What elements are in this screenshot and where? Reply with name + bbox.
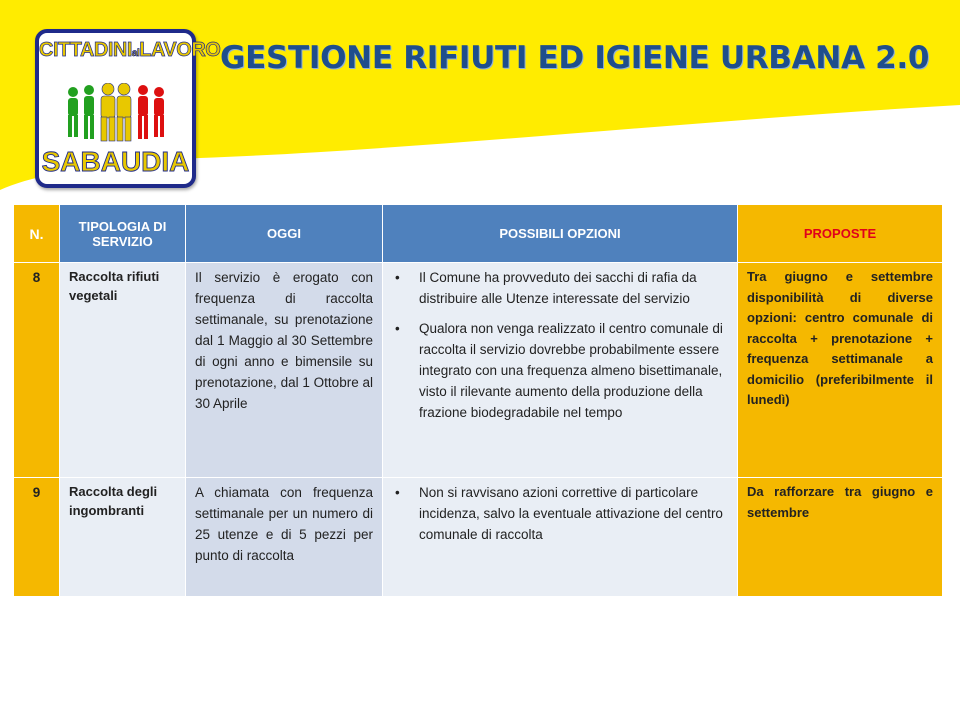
row-oggi: A chiamata con frequenza settimanale per un numero di 25 utenze e di 5 pezzi per punto di raccolta xyxy=(186,478,383,597)
services-table xyxy=(13,204,943,597)
option-bullet: • Qualora non venga realizzato il centro comunale di raccolta il servizio dovrebbe probabilmente essere integrato con una frequenza almeno bisettimanale, visto il rilevante aumento della produzione della frazione biodegradabile nel tempo xyxy=(392,318,728,423)
row-oggi: Il servizio è erogato con frequenza di raccolta settimanale, su prenotazione dal 1 Maggio al 30 Settembre di ogni anno e bimensile su prenotazione, dal 1 Ottobre al 30 Aprile xyxy=(186,263,383,478)
header-proposte: PROPOSTE xyxy=(738,205,943,263)
row-opzioni xyxy=(383,263,738,478)
option-bullet: • Non si ravvisano azioni correttive di particolare incidenza, salvo la eventuale attivazione del centro comunale di raccolta xyxy=(392,482,728,545)
table-row xyxy=(14,478,943,597)
row-number: 9 xyxy=(14,478,60,597)
table-row xyxy=(14,263,943,478)
slide-title: GESTIONE RIFIUTI ED IGIENE URBANA 2.0 xyxy=(220,40,930,76)
row-number: 8 xyxy=(14,263,60,478)
row-proposte: Tra giugno e settembre disponibilità di diverse opzioni: centro comunale di raccolta + prenotazione + frequenza settimanale a domicilio (preferibilmente il lunedì) xyxy=(738,263,943,478)
row-tipologia: Raccolta rifiuti vegetali xyxy=(60,263,186,478)
row-tipologia: Raccolta degli ingombranti xyxy=(60,478,186,597)
header-tipologia: TIPOLOGIA DI SERVIZIO xyxy=(60,205,186,263)
row-opzioni xyxy=(383,478,738,597)
option-bullet: • Il Comune ha provveduto dei sacchi di rafia da distribuire alle Utenze interessate del servizio xyxy=(392,267,728,309)
people-figures-icon xyxy=(61,83,171,145)
logo-bottom-text: SABAUDIA xyxy=(41,146,190,177)
cittadini-al-lavoro-logo xyxy=(35,29,221,188)
table-header-row xyxy=(14,205,943,263)
header-oggi: OGGI xyxy=(186,205,383,263)
header-opzioni: POSSIBILI OPZIONI xyxy=(383,205,738,263)
row-proposte: Da rafforzare tra giugno e settembre xyxy=(738,478,943,597)
logo-top-text: CITTADINIalLAVORO xyxy=(39,39,221,61)
header-n: N. xyxy=(14,205,60,263)
